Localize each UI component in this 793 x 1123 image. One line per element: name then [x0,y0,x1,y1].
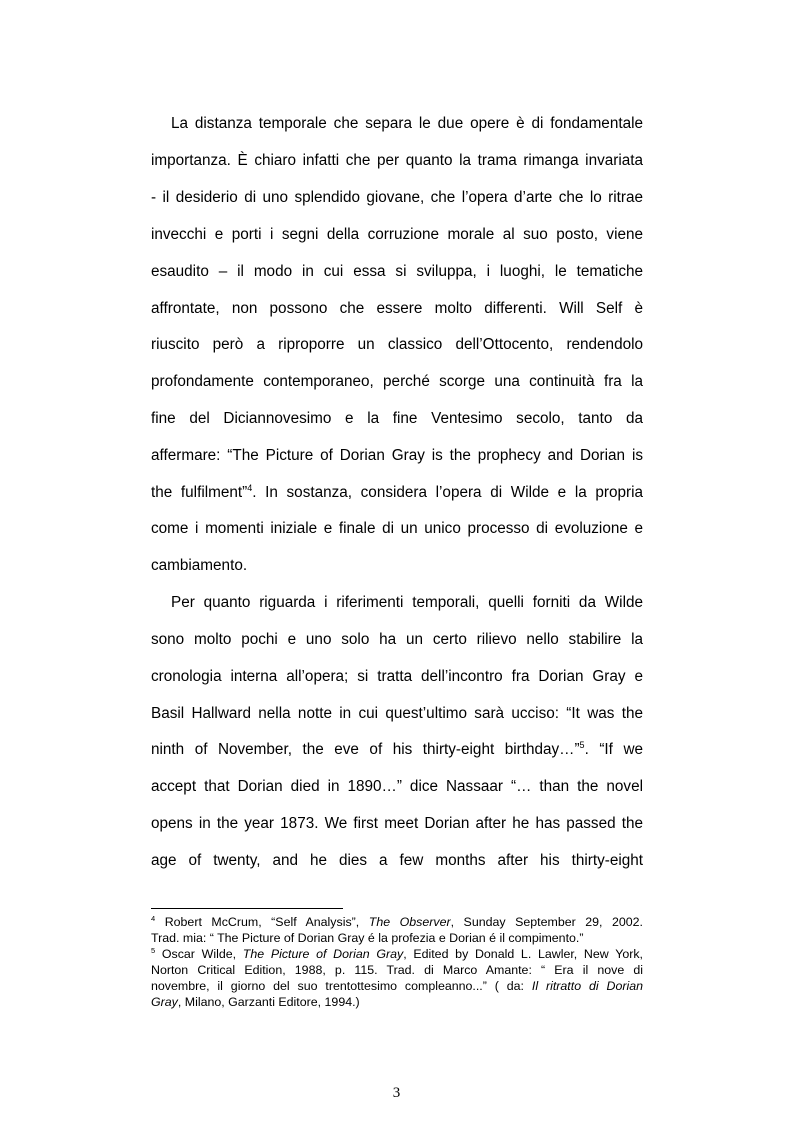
body-line: cronologia interna all’opera; si tratta dell’incontro fra Dorian Gray e [151,668,643,685]
body-line: opens in the year 1873. We first meet Dorian after he has passed the [151,815,643,832]
body-line: esaudito – il modo in cui essa si sviluppa, i luoghi, le tematiche [151,263,643,280]
footnote-title: The Observer [368,915,451,929]
body-line: Per quanto riguarda i riferimenti temporali, quelli forniti da Wilde [171,594,643,611]
footnote-reference[interactable]: 5 [579,740,585,750]
body-line: sono molto pochi e uno solo ha un certo rilievo nello stabilire la [151,631,643,648]
footnote-separator [151,908,343,909]
body-text: the fulfilment” [151,484,248,501]
body-line: affermare: “The Picture of Dorian Gray is the prophecy and Dorian is [151,447,643,464]
body-text: . In sostanza, considera l’opera di Wilde e la propria [252,484,643,501]
footnote-text: , Sunday September 29, 2002. [450,915,644,929]
body-line: cambiamento. [151,557,248,574]
body-line [151,739,643,761]
footnote-title: Gray [151,995,178,1009]
footnote-number: 4 [151,914,156,923]
footnote-5 [151,946,643,962]
footnote-4 [151,914,643,930]
body-line: Basil Hallward nella notte in cui quest’ultimo sarà ucciso: “It was the [151,705,643,722]
body-text: . “If we [584,741,644,758]
body-line: importanza. È chiaro infatti che per quanto la trama rimanga invariata [151,152,643,169]
footnote-5-line [151,978,643,994]
page-number: 3 [392,1085,401,1101]
footnote-text: Oscar Wilde, [155,947,243,961]
footnote-title: The Picture of Dorian Gray [242,947,404,961]
body-text: ninth of November, the eve of his thirty-eight birthday…” [151,741,580,758]
footnote-reference[interactable]: 4 [247,483,253,493]
footnote-5-line: Norton Critical Edition, 1988, p. 115. Trad. di Marco Amante: “ Era il nove di [151,963,643,977]
footnote-text: Robert McCrum, “Self Analysis”, [155,915,369,929]
body-line [151,482,643,504]
body-line: come i momenti iniziale e finale di un unico processo di evoluzione e [151,520,643,537]
footnote-text: , Milano, Garzanti Editore, 1994.) [177,995,360,1009]
footnote-number: 5 [151,946,156,955]
body-line: riuscito però a riproporre un classico dell’Ottocento, rendendolo [151,336,643,353]
footnote-text: , Edited by Donald L. Lawler, New York, [403,947,643,961]
footnote-title: Il ritratto di Dorian [531,979,643,993]
body-line: age of twenty, and he dies a few months after his thirty-eight [151,852,643,869]
footnote-5-line [151,994,643,1010]
footnote-text: novembre, il giorno del suo trentottesimo compleanno...” ( da: [151,979,532,993]
body-line: fine del Diciannovesimo e la fine Ventesimo secolo, tanto da [151,410,643,427]
footnote-4-line: Trad. mia: “ The Picture of Dorian Gray é la profezia e Dorian é il compimento.” [151,931,584,945]
body-line: invecchi e porti i segni della corruzione morale al suo posto, viene [151,226,643,243]
body-line: profondamente contemporaneo, perché scorge una continuità fra la [151,373,643,390]
body-line: accept that Dorian died in 1890…” dice Nassaar “… than the novel [151,778,643,795]
body-line: - il desiderio di uno splendido giovane, che l’opera d’arte che lo ritrae [151,189,643,206]
body-line: La distanza temporale che separa le due opere è di fondamentale [171,115,643,132]
body-line: affrontate, non possono che essere molto differenti. Will Self è [151,300,643,317]
